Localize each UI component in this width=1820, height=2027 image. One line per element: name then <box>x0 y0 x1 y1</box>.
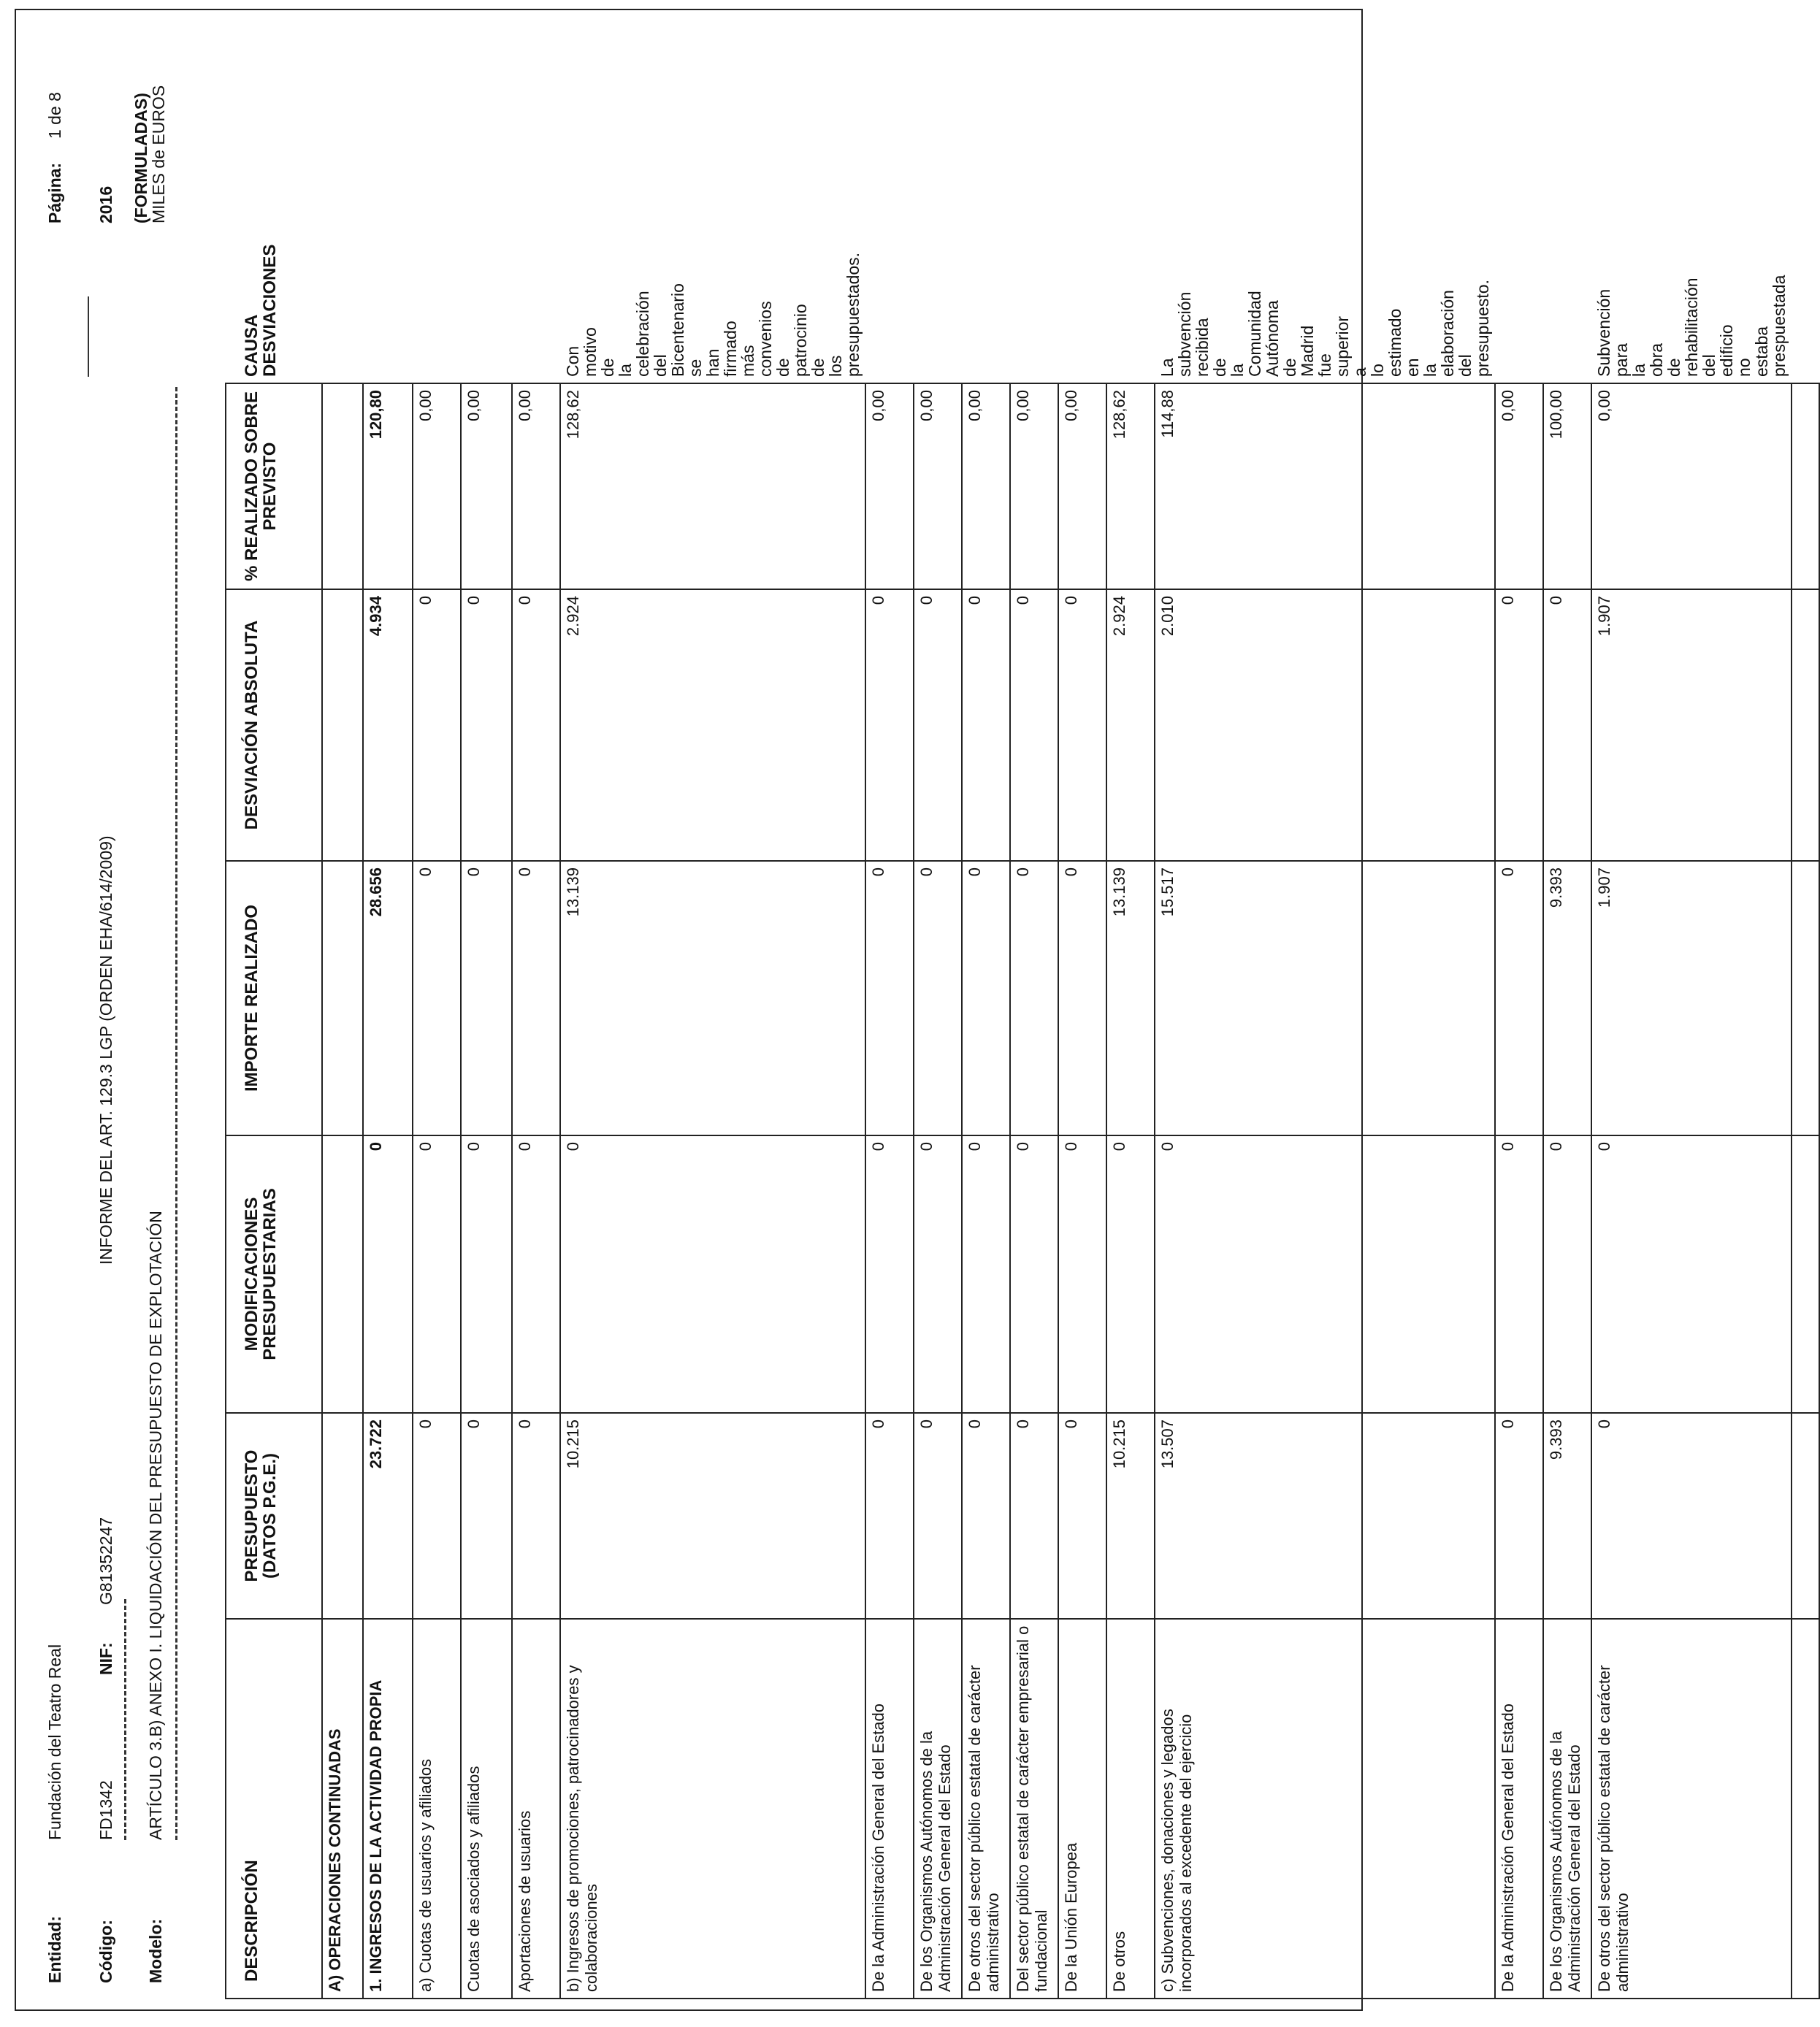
cell-desc: Aportaciones de usuarios <box>512 1619 560 1999</box>
cell-importe: 0 <box>512 861 560 1135</box>
cell-empty <box>1792 383 1819 589</box>
cell-importe: 1.907 <box>1591 861 1792 1135</box>
cell-desviacion: 0 <box>512 589 560 861</box>
entidad-label: Entidad: <box>45 1916 64 1983</box>
cell-desc: De la Administración General del Estado <box>865 1619 914 1999</box>
cell-presupuesto: 10.215 <box>1106 1413 1155 1619</box>
cell-porcentaje: 0,00 <box>512 383 560 589</box>
modelo-label: Modelo: <box>146 1918 165 1983</box>
cell-modificaciones: 0 <box>962 1135 1010 1413</box>
col-presupuesto: PRESUPUESTO (DATOS P.G.E.) <box>226 1413 322 1619</box>
cell-presupuesto: 23.722 <box>363 1413 413 1619</box>
cell-importe: 0 <box>1495 861 1543 1135</box>
cell-desviacion: 0 <box>461 589 512 861</box>
entidad-value: Fundación del Teatro Real <box>45 1644 64 1840</box>
table-row: b) Ingresos de promociones, patrocinadores y colaboraciones 10.215 0 13.139 2.924 128,62 Con motivo de la celebración del Bicentenario se han firmado más convenios de patrocinio de los presupuestados. <box>560 383 865 1999</box>
informe-title: INFORME DEL ART. 129.3 LGP (ORDEN EHA/614/2009) <box>96 835 115 1265</box>
cell-desc: De la Administración General del Estado <box>1495 1619 1543 1999</box>
table-row <box>363 383 413 1999</box>
cell-empty <box>1792 1619 1819 1999</box>
cell-presupuesto: 0 <box>1058 1413 1106 1619</box>
units-label: MILES de EUROS <box>149 85 168 223</box>
cell-presupuesto: 0 <box>461 1413 512 1619</box>
cell-modificaciones: 0 <box>914 1135 962 1413</box>
cell-empty <box>1792 589 1819 861</box>
col-importe: IMPORTE REALIZADO <box>226 861 322 1135</box>
cell-modificaciones: 0 <box>865 1135 914 1413</box>
cell-desc: 1. INGRESOS DE LA ACTIVIDAD PROPIA <box>363 1619 413 1999</box>
cell-porcentaje: 0,00 <box>461 383 512 589</box>
cell-porcentaje: 0,00 <box>914 383 962 589</box>
cell-importe: 13.139 <box>1106 861 1155 1135</box>
table-row <box>322 383 363 1999</box>
cell-porcentaje: 0,00 <box>1591 383 1792 589</box>
cell-modificaciones: 0 <box>1058 1135 1106 1413</box>
cell-presupuesto: 0 <box>1591 1413 1792 1619</box>
cell-modificaciones: 0 <box>1106 1135 1155 1413</box>
cell-porcentaje: 114,88 <box>1155 383 1495 589</box>
cell-presupuesto: 0 <box>1495 1413 1543 1619</box>
cell-desc: a) Cuotas de usuarios y afiliados <box>413 1619 461 1999</box>
col-descripcion: DESCRIPCIÓN <box>226 1619 322 1999</box>
cell-porcentaje: 128,62 <box>560 383 865 589</box>
cell-modificaciones: 0 <box>1010 1135 1058 1413</box>
year-value: 2016 <box>96 185 115 223</box>
cell-modificaciones: 0 <box>1155 1135 1495 1413</box>
cell-desviacion: 0 <box>914 589 962 861</box>
table-row: De otros del sector público estatal de carácter administrativo 0 0 1.907 1.907 0,00 Subvención para la obra de rehabilitación del edificio no estaba prespuestada <box>1591 383 1792 1999</box>
table-row <box>1010 383 1058 1999</box>
cell-desviacion: 0 <box>1543 589 1591 861</box>
cell-porcentaje: 0,00 <box>1010 383 1058 589</box>
cell-desviacion: 0 <box>1058 589 1106 861</box>
cell-presupuesto <box>322 1413 363 1619</box>
nif-value: G81352247 <box>96 1517 115 1605</box>
codigo-value: FD1342 <box>96 1780 115 1840</box>
codigo-dashed-line <box>124 1599 126 1840</box>
col-porcentaje: % REALIZADO SOBRE PREVISTO <box>226 383 322 589</box>
cell-empty <box>1792 861 1819 1135</box>
cell-porcentaje: 100,00 <box>1543 383 1591 589</box>
table-row <box>1543 383 1591 1999</box>
cell-modificaciones: 0 <box>1543 1135 1591 1413</box>
cell-desviacion: 1.907 <box>1591 589 1792 861</box>
cell-importe: 0 <box>1058 861 1106 1135</box>
cell-desc: Del sector público estatal de carácter empresarial o fundacional <box>1010 1619 1058 1999</box>
table-row <box>413 383 461 1999</box>
cell-modificaciones: 0 <box>413 1135 461 1413</box>
cell-importe: 0 <box>1010 861 1058 1135</box>
cell-desviacion: 2.924 <box>1106 589 1155 861</box>
cell-porcentaje: 0,00 <box>962 383 1010 589</box>
cell-desviacion: 2.924 <box>560 589 865 861</box>
cell-desc: b) Ingresos de promociones, patrocinadores y colaboraciones <box>560 1619 865 1999</box>
formuladas-label: (FORMULADAS) <box>131 93 150 223</box>
cell-modificaciones: 0 <box>1591 1135 1792 1413</box>
cell-porcentaje: 0,00 <box>1058 383 1106 589</box>
cell-desc: De la Unión Europea <box>1058 1619 1106 1999</box>
cell-porcentaje: 120,80 <box>363 383 413 589</box>
cell-presupuesto: 0 <box>865 1413 914 1619</box>
pagina-value: 1 de 8 <box>45 92 64 139</box>
cell-modificaciones: 0 <box>1495 1135 1543 1413</box>
cell-desc: De los Organismos Autónomos de la Administración General del Estado <box>914 1619 962 1999</box>
table-row <box>461 383 512 1999</box>
cell-modificaciones: 0 <box>461 1135 512 1413</box>
cell-importe: 0 <box>962 861 1010 1135</box>
table-row: c) Subvenciones, donaciones y legados incorporados al excedente del ejercicio 13.507 0 15.517 2.010 114,88 La subvención recibida de la Comunidad Autónoma de Madrid fue superior a lo estimado en la elaboración del presupuesto. <box>1155 383 1495 1999</box>
cell-importe: 0 <box>914 861 962 1135</box>
table-header-row: DESCRIPCIÓN PRESUPUESTO (DATOS P.G.E.) MODIFICACIONES PRESUPUESTARIAS IMPORTE REALIZADO DESVIACIÓN ABSOLUTA % REALIZADO SOBRE PREVISTO CAUSA DESVIACIONES <box>226 383 322 1999</box>
cell-empty <box>1792 1413 1819 1619</box>
nif-label: NIF: <box>96 1642 115 1675</box>
modelo-value: ARTÍCULO 3.B) ANEXO I. LIQUIDACIÓN DEL PRESUPUESTO DE EXPLOTACIÓN <box>146 1211 165 1840</box>
cell-importe: 15.517 <box>1155 861 1495 1135</box>
liquidacion-table <box>225 244 1820 1999</box>
cell-porcentaje: 128,62 <box>1106 383 1155 589</box>
cell-presupuesto: 0 <box>1010 1413 1058 1619</box>
cell-importe: 0 <box>461 861 512 1135</box>
cell-desviacion <box>322 589 363 861</box>
table-row <box>512 383 560 1999</box>
table-row <box>1106 383 1155 1999</box>
cell-desviacion: 0 <box>865 589 914 861</box>
table-row <box>865 383 914 1999</box>
cell-desviacion: 0 <box>962 589 1010 861</box>
cell-modificaciones: 0 <box>560 1135 865 1413</box>
pagina-label: Página: <box>45 162 64 223</box>
cell-desviacion: 0 <box>1495 589 1543 861</box>
cell-presupuesto: 0 <box>512 1413 560 1619</box>
cell-presupuesto: 0 <box>413 1413 461 1619</box>
header-rule <box>88 296 89 377</box>
cell-modificaciones: 0 <box>363 1135 413 1413</box>
cell-desc: A) OPERACIONES CONTINUADAS <box>322 1619 363 1999</box>
cell-desviacion: 4.934 <box>363 589 413 861</box>
codigo-label: Código: <box>96 1920 115 1983</box>
cell-presupuesto: 0 <box>962 1413 1010 1619</box>
cell-empty <box>1792 1135 1819 1413</box>
cell-porcentaje: 0,00 <box>1495 383 1543 589</box>
cell-importe: 0 <box>413 861 461 1135</box>
cell-desviacion: 0 <box>1010 589 1058 861</box>
cell-desviacion: 0 <box>413 589 461 861</box>
cell-porcentaje <box>322 383 363 589</box>
table-row <box>962 383 1010 1999</box>
cell-modificaciones <box>322 1135 363 1413</box>
cell-desc: De los Organismos Autónomos de la Administración General del Estado <box>1543 1619 1591 1999</box>
col-modificaciones: MODIFICACIONES PRESUPUESTARIAS <box>226 1135 322 1413</box>
modelo-dashed-line <box>175 387 177 1840</box>
rotated-document <box>16 18 1789 2009</box>
cell-importe: 9.393 <box>1543 861 1591 1135</box>
table-row <box>1495 383 1543 1999</box>
cell-modificaciones: 0 <box>512 1135 560 1413</box>
col-desviacion: DESVIACIÓN ABSOLUTA <box>226 589 322 861</box>
cell-desviacion: 2.010 <box>1155 589 1495 861</box>
cell-presupuesto: 9.393 <box>1543 1413 1591 1619</box>
cell-desc: c) Subvenciones, donaciones y legados incorporados al excedente del ejercicio <box>1155 1619 1495 1999</box>
cell-desc: De otros del sector público estatal de carácter administrativo <box>1591 1619 1792 1999</box>
cell-importe <box>322 861 363 1135</box>
cell-porcentaje: 0,00 <box>865 383 914 589</box>
cell-desc: Cuotas de asociados y afiliados <box>461 1619 512 1999</box>
cell-presupuesto: 0 <box>914 1413 962 1619</box>
cell-importe: 13.139 <box>560 861 865 1135</box>
cell-porcentaje: 0,00 <box>413 383 461 589</box>
cell-presupuesto: 13.507 <box>1155 1413 1495 1619</box>
table-row-empty <box>1792 383 1819 1999</box>
cell-presupuesto: 10.215 <box>560 1413 865 1619</box>
cell-importe: 0 <box>865 861 914 1135</box>
cell-desc: De otros del sector público estatal de carácter administrativo <box>962 1619 1010 1999</box>
cell-importe: 28.656 <box>363 861 413 1135</box>
table-row <box>1058 383 1106 1999</box>
cell-desc: De otros <box>1106 1619 1155 1999</box>
table-row <box>914 383 962 1999</box>
